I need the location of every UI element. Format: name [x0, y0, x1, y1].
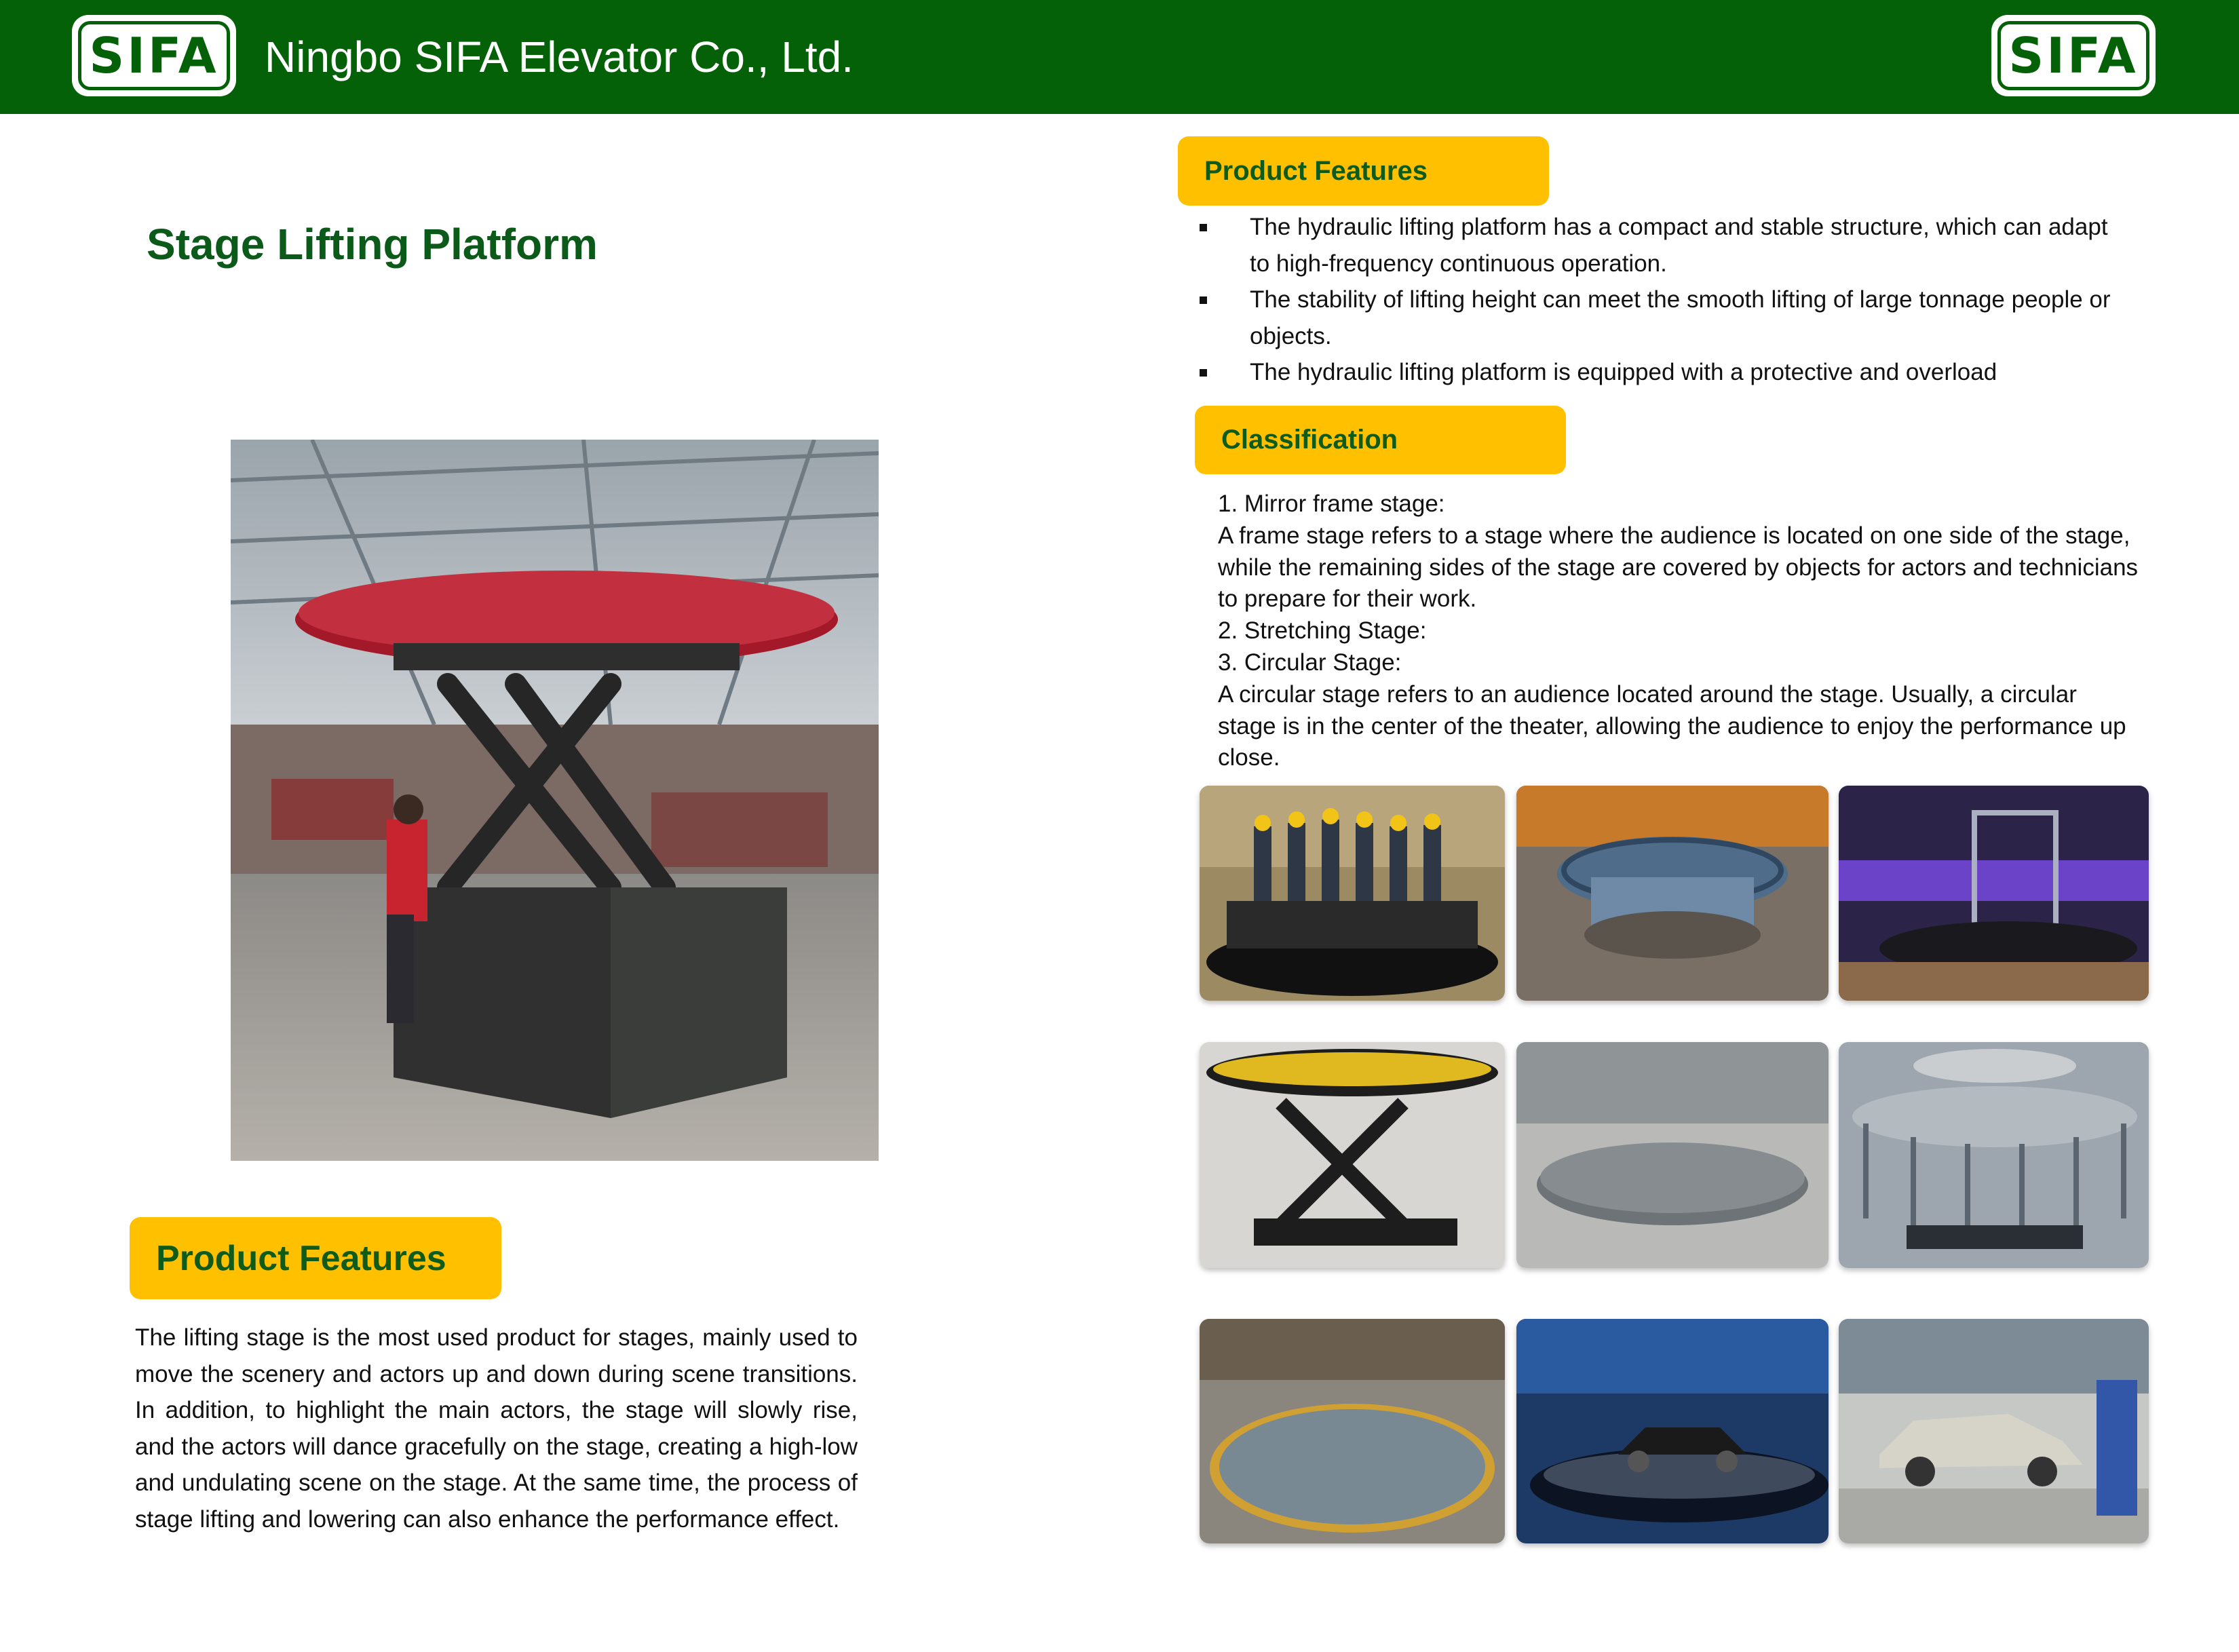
list-item [1194, 354, 2130, 391]
logo-text-right: SIFA [1997, 21, 2149, 90]
gallery-photo-4 [1200, 1042, 1505, 1268]
classification-label: Classification [1221, 425, 1398, 455]
gallery-photo-3 [1839, 786, 2149, 1001]
circular-frame-image [1516, 786, 1829, 1001]
classification-line: A circular stage refers to an audience located around the stage. Usually, a circular stage is in the center of the theater, allowing the audience to enjoy the performance up close. [1218, 680, 2126, 771]
scissor-table-image [1200, 1042, 1505, 1268]
bullet-icon [1200, 369, 1207, 377]
gallery-photo-2 [1516, 786, 1829, 1001]
feature-text: The hydraulic lifting platform is equipped with a protective and overload [1250, 359, 1997, 385]
bullet-icon [1200, 224, 1207, 231]
product-description: The lifting stage is the most used product for stages, mainly used to move the scenery and actors up and down during scene transitions. In addition, to highlight the main actors, the stage will slowly rise, and the actors will dance gracefully on the stage, creating a high-low and undulating scene on the stage. At the same time, the process of stage lifting and lowering can also enhance the performance effect. [135, 1324, 858, 1533]
list-item [1194, 282, 2130, 354]
gallery-photo-5 [1516, 1042, 1829, 1268]
company-logo-right [1991, 15, 2156, 96]
classification-line: 1. Mirror frame stage: [1218, 491, 1445, 517]
classification-line: A frame stage refers to a stage where the audience is located on one side of the stage, while the remaining sides of the stage are covered by objects for actors and technicians to prepare for their work. [1218, 522, 2139, 613]
product-features-label-right: Product Features [1204, 155, 1428, 186]
classification-line: 3. Circular Stage: [1218, 649, 1402, 676]
product-features-heading-left [130, 1217, 501, 1299]
feature-text: The hydraulic lifting platform has a compact and stable structure, which can adapt to high-frequency continuous operation. [1250, 214, 2108, 277]
car-turntable-image [1516, 1319, 1829, 1543]
gallery-photo-1 [1200, 786, 1505, 1001]
company-logo [72, 15, 236, 96]
header-bar [0, 0, 2239, 114]
ring-stage-frame-image [1839, 1042, 2149, 1268]
feature-text: The stability of lifting height can meet the smooth lifting of large tonnage people or objects. [1250, 286, 2111, 349]
list-item [1194, 209, 2130, 282]
stage-crew-image [1200, 786, 1505, 1001]
page-title: Stage Lifting Platform [147, 220, 598, 269]
product-features-heading-right [1178, 136, 1549, 206]
theater-stage-image [1839, 786, 2149, 1001]
in-ground-turntable-image [1200, 1319, 1505, 1543]
product-features-label-left: Product Features [156, 1238, 446, 1278]
main-product-photo [231, 440, 879, 1161]
company-name: Ningbo SIFA Elevator Co., Ltd. [265, 33, 854, 81]
gallery-photo-8 [1516, 1319, 1829, 1543]
bullet-icon [1200, 296, 1207, 304]
classification-line: 2. Stretching Stage: [1218, 617, 1427, 645]
feature-list [1194, 209, 2130, 391]
gallery-photo-7 [1200, 1319, 1505, 1543]
round-platform-image [1516, 1042, 1829, 1268]
logo-text: SIFA [78, 21, 230, 90]
classification-text [1218, 488, 2141, 774]
gallery-photo-9 [1839, 1319, 2149, 1543]
classification-heading [1195, 406, 1566, 474]
scissor-lift-illustration [231, 440, 879, 1161]
gallery-photo-6 [1839, 1042, 2149, 1268]
car-platform-image [1839, 1319, 2149, 1543]
